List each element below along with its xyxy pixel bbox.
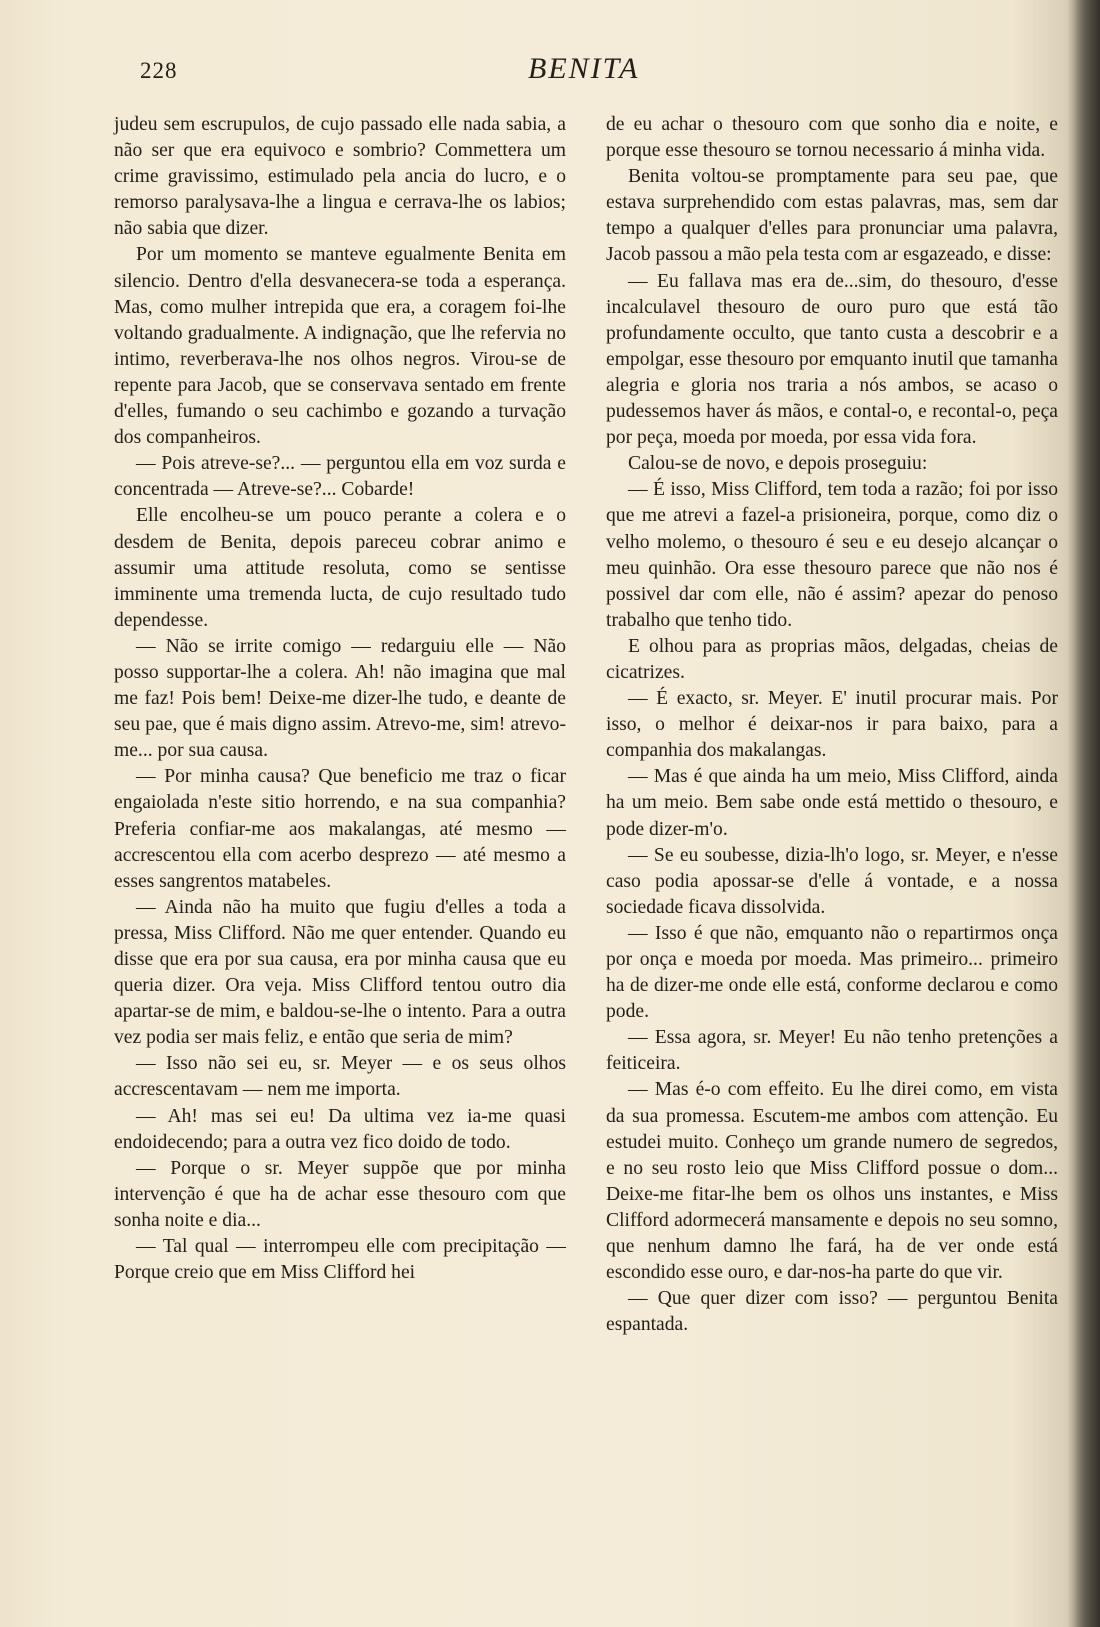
running-title: BENITA — [528, 52, 640, 85]
page-edge-shadow — [1074, 0, 1100, 1627]
right-text-column — [606, 112, 1058, 1338]
paragraph: — Porque o sr. Meyer suppõe que por minha intervenção é que ha de achar esse thesouro com que sonha noite e dia... — [114, 1157, 566, 1231]
page-number: 228 — [140, 58, 178, 83]
paragraph: — Se eu soubesse, dizia-lh'o logo, sr. Meyer, e n'esse caso podia apossar-se d'elle á vontade, e a nossa sociedade ficava dissolvida. — [606, 844, 1058, 918]
paragraph: judeu sem escrupulos, de cujo passado elle nada sabia, a não ser que era equivoco e sombrio? Commettera um crime gravissimo, estimulado pela ancia do lucro, e o remorso paralysava-lhe a lingua e cerrava-lhe os labios; não sabia que dizer. — [114, 114, 566, 240]
paragraph: — Mas é que ainda ha um meio, Miss Clifford, ainda ha um meio. Bem sabe onde está mettido o thesouro, e pode dizer-m'o. — [606, 766, 1058, 840]
left-text-column — [114, 112, 566, 1286]
paragraph: Elle encolheu-se um pouco perante a colera e o desdem de Benita, depois pareceu cobrar animo e assumir uma attitude resoluta, como se sentisse imminente uma tremenda lucta, de cujo resultado tudo dependesse. — [114, 505, 566, 631]
paragraph: — Não se irrite comigo — redarguiu elle — Não posso supportar-lhe a colera. Ah! não imagina que mal me faz! Pois bem! Deixe-me dizer-lhe tudo, e deante de seu pae, que é mais digno assim. Atrevo-me, sim! atrevo-me... por sua causa. — [114, 635, 566, 762]
paragraph: Benita voltou-se promptamente para seu pae, que estava surprehendido com estas palavras, mas, sem dar tempo a qualquer d'elles para pronunciar uma palavra, Jacob passou a mão pela testa com ar esgazeado, e disse: — [606, 166, 1058, 266]
paragraph: — Eu fallava mas era de...sim, do thesouro, d'esse incalculavel thesouro de ouro puro que está tão profundamente occulto, que tanto custa a descobrir e a empolgar, esse thesouro por emquanto inutil que tamanha alegria e gloria nos traria a nós ambos, se acaso o pudessemos haver ás mãos, e contal-o, e recontal-o, peça por peça, moeda por moeda, por essa vida fora. — [606, 270, 1058, 449]
page-header — [0, 48, 1100, 92]
paragraph: — Ah! mas sei eu! Da ultima vez ia-me quasi endoidecendo; para a outra vez fico doido de todo. — [114, 1105, 566, 1153]
paragraph: — Ainda não ha muito que fugiu d'elles a toda a pressa, Miss Clifford. Não me quer entender. Quando eu disse que era por sua causa, era por minha causa que eu queria dizer. Ora veja. Miss Clifford tentou outro dia apartar-se de mim, e baldou-se-lhe o intento. Para a outra vez podia ser mais feliz, e então que seria de mim? — [114, 896, 566, 1049]
paragraph: E olhou para as proprias mãos, delgadas, cheias de cicatrizes. — [606, 635, 1058, 683]
paragraph: Por um momento se manteve egualmente Benita em silencio. Dentro d'ella desvanecera-se toda a esperança. Mas, como mulher intrepida que era, a coragem foi-lhe voltando gradualmente. A indignação, que lhe refervia no intimo, reverberava-lhe nos olhos negros. Virou-se de repente para Jacob, que se conservava sentado em frente d'elles, fumando o seu cachimbo e gozando a turvação dos companheiros. — [114, 244, 566, 449]
paragraph: — Mas é-o com effeito. Eu lhe direi como, em vista da sua promessa. Escutem-me ambos com attenção. Eu estudei muito. Conheço um grande numero de segredos, e no seu rosto leio que Miss Clifford possue o dom... Deixe-me fitar-lhe bem os olhos uns instantes, e Miss Clifford adormecerá mansamente e depois no seu somno, que nenhum damno lhe fará, ha de ver onde está escondido esse ouro, e dar-nos-ha parte do que vir. — [606, 1079, 1058, 1284]
paragraph: — Isso é que não, emquanto não o repartirmos onça por onça e moeda por moeda. Mas primeiro... primeiro ha de dizer-me onde elle está, conforme declarou e como pode. — [606, 922, 1058, 1023]
paragraph: — Isso não sei eu, sr. Meyer — e os seus olhos accrescentavam — nem me importa. — [114, 1053, 566, 1101]
paragraph: Calou-se de novo, e depois proseguiu: — [628, 453, 928, 475]
paragraph: — Essa agora, sr. Meyer! Eu não tenho pretenções a feiticeira. — [606, 1027, 1058, 1075]
paragraph: — Pois atreve-se?... — perguntou ella em voz surda e concentrada — Atreve-se?... Cobarde! — [114, 453, 566, 501]
paragraph: — É isso, Miss Clifford, tem toda a razão; foi por isso que me atrevi a fazel-a prisioneira, porque, como diz o velho molemo, o thesouro é seu e eu desejo alcançar o meu quinhão. Ora esse thesouro parece que não nos é possivel dar com elle, não é assim? apezar do penoso trabalho que tenho tido. — [606, 479, 1058, 631]
paragraph: — Tal qual — interrompeu elle com precipitação — Porque creio que em Miss Clifford hei — [114, 1236, 566, 1284]
paragraph: de eu achar o thesouro com que sonho dia e noite, e porque esse thesouro se tornou necessario á minha vida. — [606, 114, 1058, 162]
paragraph: — É exacto, sr. Meyer. E' inutil procurar mais. Por isso, o melhor é deixar-nos ir para baixo, para a companhia dos makalangas. — [606, 688, 1058, 762]
paragraph: — Por minha causa? Que beneficio me traz o ficar engaiolada n'este sitio horrendo, e na sua companhia? Preferia confiar-me aos makalangas, até mesmo — accrescentou ella com acerbo desprezo — até mesmo a esses sangrentos matabeles. — [114, 766, 566, 892]
paragraph: — Que quer dizer com isso? — perguntou Benita espantada. — [606, 1288, 1058, 1336]
